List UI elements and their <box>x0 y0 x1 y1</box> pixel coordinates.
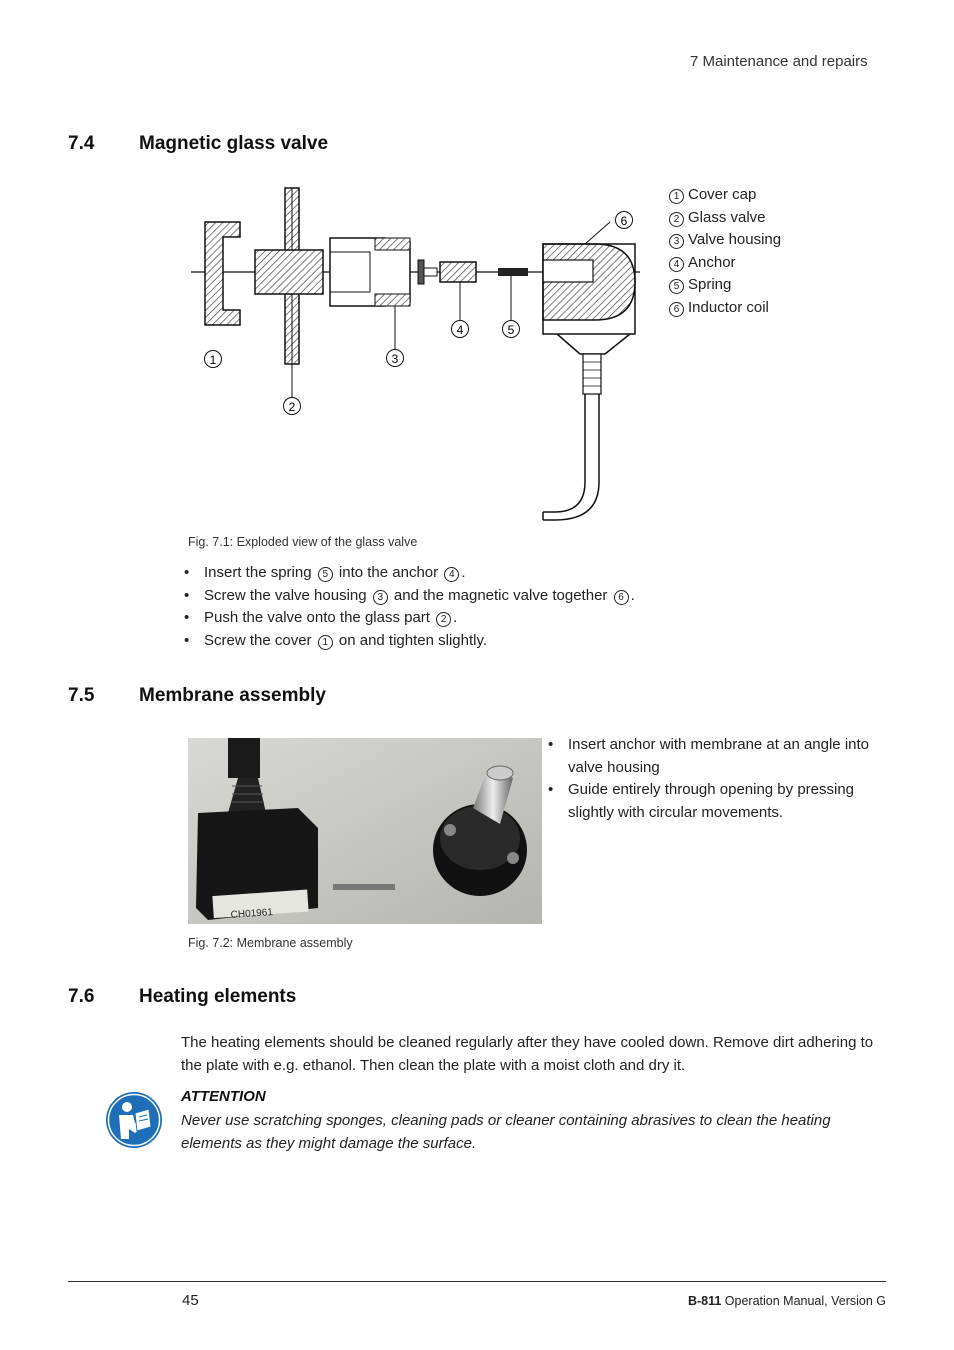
figure-caption: Fig. 7.2: Membrane assembly <box>188 936 353 950</box>
cover-cap-part <box>205 222 240 325</box>
exploded-view-diagram <box>185 182 655 527</box>
list-item: • Guide entirely through opening by pressing slightly with circular movements. <box>546 779 886 824</box>
legend-item: 3 Valve housing <box>669 229 781 252</box>
callout-2 <box>284 398 301 415</box>
list-item: • Screw the valve housing 3 and the magnetic valve together 6 . <box>182 585 882 608</box>
membrane-assembly-photo <box>188 738 542 924</box>
section-number: 7.4 <box>68 133 95 154</box>
svg-text:2: 2 <box>288 400 296 414</box>
spring-part <box>498 268 528 327</box>
legend-item: 1 Cover cap <box>669 184 781 207</box>
section-title: Magnetic glass valve <box>139 133 329 154</box>
svg-text:1: 1 <box>209 353 217 367</box>
list-item: • Screw the cover 1 on and tighten slightly. <box>182 630 882 653</box>
section-title: Heating elements <box>139 986 297 1007</box>
svg-text:4: 4 <box>456 323 464 337</box>
attention-text: Never use scratching sponges, cleaning pads or cleaner containing abrasives to clean the heating elements as they might damage the surface. <box>181 1112 831 1152</box>
callout-1 <box>205 351 222 368</box>
list-item: • Insert the spring 5 into the anchor 4 . <box>182 562 882 585</box>
section-number: 7.5 <box>68 685 95 706</box>
svg-text:CH01961: CH01961 <box>230 906 274 921</box>
body-paragraph: The heating elements should be cleaned regularly after they have cooled down. Remove dirt adhering to the plate with e.g. ethanol. Then clean the plate with a moist cloth and dry it. <box>181 1034 874 1074</box>
page-number: 45 <box>182 1292 199 1309</box>
callout-6 <box>616 212 633 229</box>
callout-5 <box>503 321 520 338</box>
section-number: 7.6 <box>68 986 95 1007</box>
membrane-steps <box>546 734 886 824</box>
legend-item: 6 Inductor coil <box>669 297 781 320</box>
glass-valve-part <box>255 188 323 397</box>
callout-4 <box>452 321 469 338</box>
legend-item: 5 Spring <box>669 274 781 297</box>
list-item: • Insert anchor with membrane at an angle into valve housing <box>546 734 886 779</box>
assembly-steps <box>182 562 882 652</box>
anchor-part <box>440 262 476 327</box>
inductor-coil-part <box>543 222 635 520</box>
figure-caption: Fig. 7.1: Exploded view of the glass valve <box>188 535 418 549</box>
membrane-disc-part <box>418 260 437 284</box>
footer-divider <box>68 1281 886 1282</box>
svg-text:6: 6 <box>620 214 628 228</box>
running-header: 7 Maintenance and repairs <box>690 53 868 70</box>
section-title: Membrane assembly <box>139 685 326 706</box>
svg-text:3: 3 <box>391 352 399 366</box>
valve-housing-part <box>330 238 410 350</box>
legend-item: 4 Anchor <box>669 252 781 275</box>
svg-text:5: 5 <box>507 323 515 337</box>
figure-legend <box>669 184 781 319</box>
legend-item: 2 Glass valve <box>669 207 781 230</box>
attention-title: ATTENTION <box>181 1088 266 1105</box>
callout-3 <box>387 350 404 367</box>
list-item: • Push the valve onto the glass part 2 . <box>182 607 882 630</box>
read-manual-icon <box>105 1091 163 1149</box>
manual-title: B-811 Operation Manual, Version G <box>687 1294 886 1308</box>
